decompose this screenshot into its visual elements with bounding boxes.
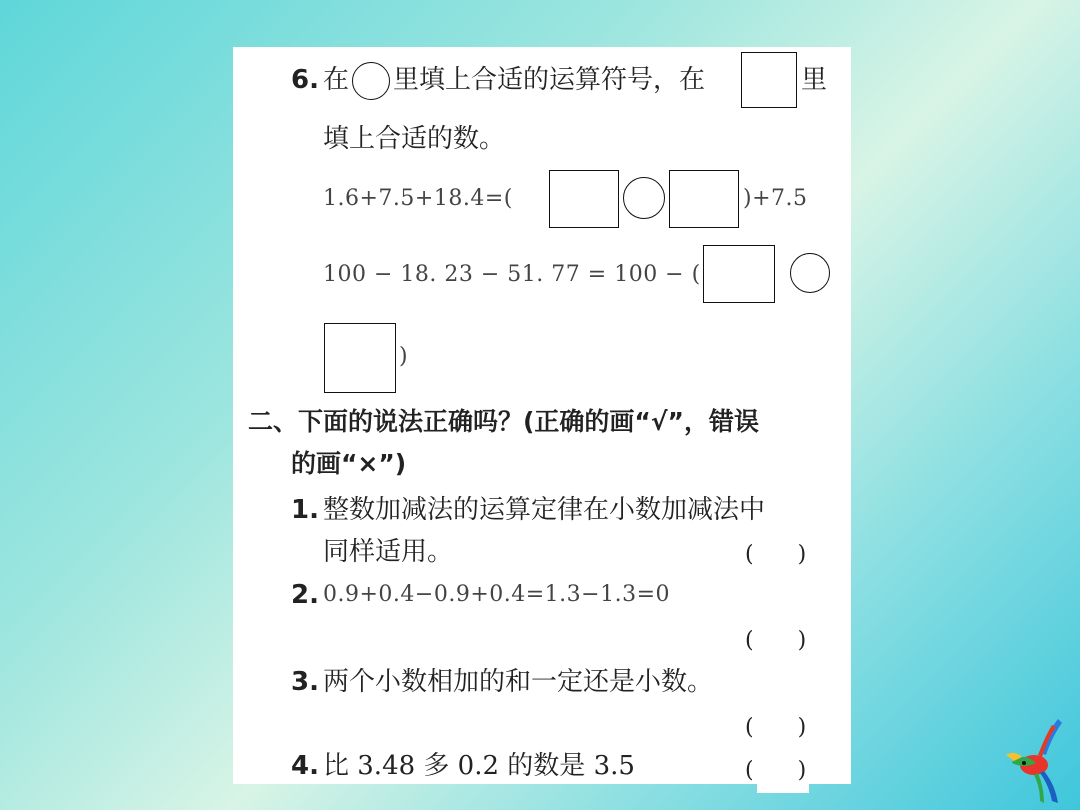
item-3-number: 3. bbox=[291, 667, 319, 697]
question-6-number: 6. bbox=[291, 65, 319, 95]
item-3-text: 两个小数相加的和一定还是小数。 bbox=[323, 667, 714, 697]
page-tab-decoration bbox=[757, 784, 809, 793]
section-2-title-line1: 二、下面的说法正确吗？(正确的画“√”，错误 bbox=[248, 407, 759, 436]
worksheet-page bbox=[233, 47, 851, 784]
question-6-text-line2: 填上合适的数。 bbox=[323, 124, 506, 154]
expression-1-right: )+7.5 bbox=[743, 186, 808, 211]
question-6-text-c: 里 bbox=[801, 65, 828, 95]
expression-2-box-2[interactable] bbox=[324, 323, 396, 393]
expression-2-left: 100 − 18. 23 − 51. 77 = 100 − ( bbox=[323, 262, 701, 287]
item-2-answer-paren[interactable]: ( ) bbox=[745, 628, 807, 653]
expression-2-box-1[interactable] bbox=[703, 245, 775, 303]
item-1-text-line2: 同样适用。 bbox=[323, 537, 454, 567]
item-4-number: 4. bbox=[291, 751, 319, 781]
item-3-answer-paren[interactable]: ( ) bbox=[745, 715, 807, 740]
expression-2-right: ) bbox=[399, 344, 409, 369]
item-1-answer-paren[interactable]: ( ) bbox=[745, 542, 807, 567]
item-2-number: 2. bbox=[291, 580, 319, 610]
expression-1-box-2[interactable] bbox=[669, 170, 739, 228]
item-1-text-line1: 整数加减法的运算定律在小数加减法中 bbox=[323, 495, 766, 525]
expression-2-operator-circle[interactable] bbox=[790, 253, 830, 293]
expression-1-operator-circle[interactable] bbox=[623, 177, 665, 219]
item-4-text: 比 3.48 多 0.2 的数是 3.5 bbox=[323, 751, 635, 781]
item-1-number: 1. bbox=[291, 495, 319, 525]
expression-1-box-1[interactable] bbox=[549, 170, 619, 228]
item-4-answer-paren[interactable]: ( ) bbox=[745, 758, 807, 783]
number-box-blank[interactable] bbox=[741, 52, 797, 108]
item-2-text: 0.9+0.4−0.9+0.4=1.3−1.3=0 bbox=[323, 582, 671, 607]
expression-1-left: 1.6+7.5+18.4=( bbox=[323, 186, 513, 211]
question-6-text-a: 在 bbox=[323, 65, 350, 95]
parrot-icon bbox=[1000, 715, 1070, 805]
question-6-text-b: 里填上合适的运算符号，在 bbox=[393, 65, 706, 95]
section-2-title-line2: 的画“×”) bbox=[291, 449, 407, 478]
operator-circle-blank[interactable] bbox=[352, 62, 390, 100]
